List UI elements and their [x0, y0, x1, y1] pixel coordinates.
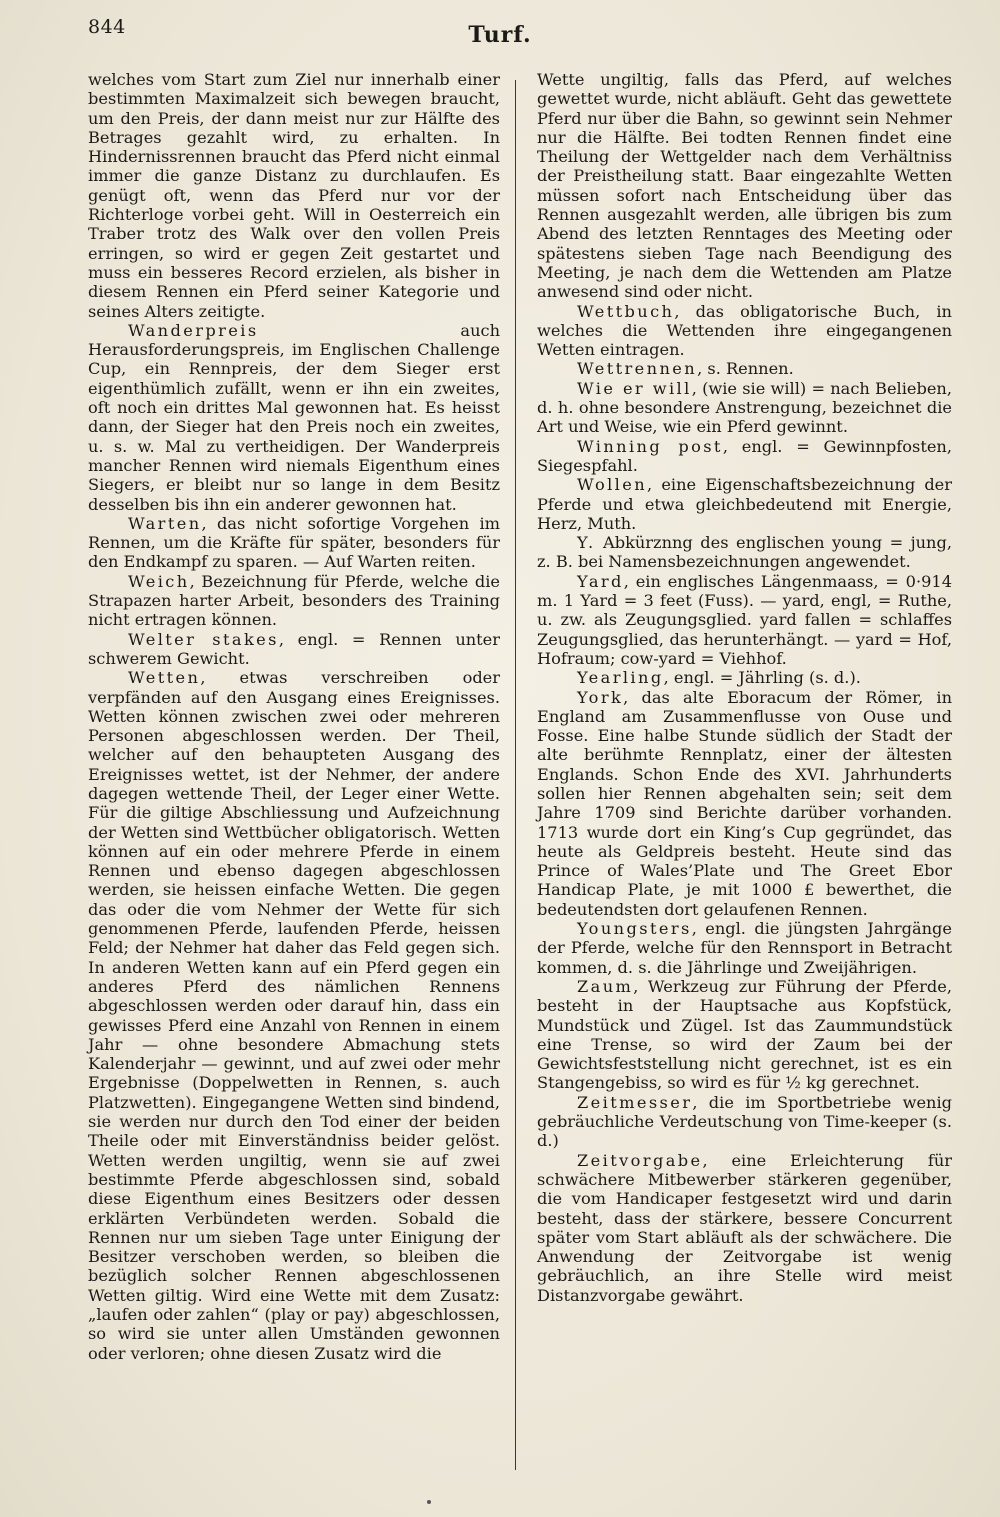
entry-text: welches vom Start zum Ziel nur innerhalb einer bestimmten Maximalzeit sich bewegen braucht, um den Preis, der dann meist nur zur Hälfte des Betrages gezahlt wird, zu erhalten. In Hindernissrennen braucht das Pferd nicht einmal immer die ganze Distanz zu durchlaufen. Es genügt oft, wenn das Pferd nur vor der Richterloge vorbei geht. Will in Oesterreich ein Traber trotz des Walk over den vollen Preis erringen, so wird er gegen Zeit gestartet und muss ein besseres Record erzielen, als bisher in diesem Rennen ein Pferd seiner Kategorie und seines Alters zeitigte.: [88, 70, 500, 321]
dictionary-entry: [537, 572, 952, 668]
column-divider: [515, 80, 516, 1470]
entry-text: , (wie sie will) = nach Belieben, d. h. ohne besondere Anstrengung, bezeichnet die Art und Weise, wie ein Pferd gewinnt.: [537, 378, 952, 437]
entry-text: Wette ungiltig, falls das Pferd, auf welches gewettet wurde, nicht abläuft. Geht das gewettete Pferd nur über die Bahn, so gewinnt sein Nehmer nur die Hälfte. Bei todten Rennen findet eine Theilung der Wettgelder nach dem Verhältniss der Preistheilung statt. Baar eingezahlte Wetten müssen sofort nach Entscheidung über das Rennen ausgezahlt werden, alle übrigen bis zum Abend des letzten Renntages des Meeting oder spätestens sieben Tage nach Beendigung des Meeting, je nach dem die Wettenden am Platze anwesend sind oder nicht.: [537, 70, 952, 302]
entry-headword: Wettrennen: [577, 359, 698, 379]
entry-headword: Wollen: [577, 475, 648, 495]
entry-text: , s. Rennen.: [697, 359, 794, 379]
entry-headword: Zaum: [577, 976, 634, 996]
left-column: [88, 70, 500, 1363]
dictionary-entry: [88, 514, 500, 572]
entry-text: , Werkzeug zur Führung der Pferde, besteht in der Hauptsache aus Kopfstück, Mundstück und Zügel. Ist das Zaummundstück eine Trense, so wird der Zaum bei der Gewichtsfeststellung nicht gerechnet, ist es ein Stangengebiss, so wird es für ½ kg gerechnet.: [537, 976, 952, 1093]
dictionary-entry: [537, 1151, 952, 1305]
entry-headword: Wie er will: [577, 378, 692, 398]
entry-text: , die im Sportbetriebe wenig gebräuchliche Verdeutschung von Time-keeper (s. d.): [537, 1092, 952, 1151]
right-column: [537, 70, 952, 1305]
entry-text: , engl. = Jährling (s. d.).: [663, 668, 861, 688]
continued-text: [88, 70, 500, 321]
entry-headword: Winning post: [577, 436, 723, 456]
entry-text: , engl. die jüngsten Jahrgänge der Pferde, welche für den Rennsport in Betracht kommen, d. s. die Jährlinge und Zweijährigen.: [537, 919, 952, 977]
entry-text: auch Herausforderungspreis, im Englischen Challenge Cup, ein Rennpreis, der dem Sieger erst eigenthümlich zufällt, wenn er ihn ein zweites, oft noch ein drittes Mal gewonnen hat. Es heisst dann, der Sieger hat den Preis noch ein zweites, u. s. w. Mal zu vertheidigen. Der Wanderpreis mancher Rennen wird niemals Eigenthum eines Siegers, er bleibt nur so lange in dem Besitz desselben bis ihn ein anderer gewonnen hat.: [88, 320, 500, 514]
running-head: Turf.: [468, 22, 532, 48]
dictionary-entry: [537, 977, 952, 1093]
entry-headword: Yard: [577, 571, 624, 591]
entry-headword: Weich: [128, 571, 190, 591]
entry-text: , ein englisches Längenmaass, = 0·914 m. 1 Yard = 3 feet (Fuss). — yard, engl, = Ruthe, u. zw. als Zeugungsglied. yard fallen = schlaffes Zeugungsglied, das herunterhängt. — yard = Hof, Hofraum; cow-yard = Viehhof.: [537, 571, 952, 668]
entry-text: Abkürznng des englischen young = jung, z. B. bei Namensbezeichnungen angewendet.: [537, 533, 952, 572]
entry-headword: Welter stakes: [128, 629, 279, 649]
dictionary-entry: [537, 359, 952, 378]
entry-headword: Wetten: [128, 668, 201, 688]
dictionary-entry: [537, 533, 952, 572]
dictionary-entry: [537, 688, 952, 920]
entry-headword: Zeitmesser: [577, 1092, 693, 1112]
entry-text: , etwas verschreiben oder verpfänden auf den Ausgang eines Ereignisses. Wetten können zwischen zwei oder mehreren Personen abgeschlossen werden. Der Theil, welcher auf den behaupteten Ausgang des Ereignisses wettet, ist der Nehmer, der andere dagegen wettende Theil, der Leger einer Wette. Für die giltige Abschliessung und Aufzeichnung der Wetten sind Wettbücher obligatorisch. Wetten können auf ein oder mehrere Pferde in einem Rennen und ebenso dagegen abgeschlossen werden, sie heissen einfache Wetten. Die gegen das oder die vom Nehmer der Wette für sich genommenen Pferde, laufenden Pferde, heissen Feld; der Nehmer hat daher das Feld gegen sich. In anderen Wetten kann auf ein Pferd gegen ein anderes Pferd des nämlichen Rennens abgeschlossen werden oder darauf hin, dass ein gewisses Pferd eine Anzahl von Rennen in einem Jahr — ohne besondere Abmachung stets Kalenderjahr — gewinnt, und auf zwei oder mehr Ergebnisse (Doppelwetten in Rennen, s. auch Platzwetten). Eingegangene Wetten sind bindend, sie werden nur durch den Tod einer der beiden Theile oder mit Einverständniss beider gelöst. Wetten werden ungiltig, wenn sie auf zwei bestimmte Pferde abgeschlossen sind, sobald diese Eigenthum eines Besitzers oder dessen erklärten Verbündeten werden. Sobald die Rennen nur um sieben Tage unter Einigung der Besitzer verschoben werden, so bleiben die bezüglich solcher Rennen abgeschlossenen Wetten giltig. Wird eine Wette mit dem Zusatz: „laufen oder zahlen“ (play or pay) abgeschlossen, so wird sie unter allen Umständen gewonnen oder verloren; ohne diesen Zusatz wird die: [88, 668, 500, 1363]
entry-text: , das nicht sofortige Vorgehen im Rennen, um die Kräfte für später, besonders für den Endkampf zu sparen. — Auf Warten reiten.: [88, 513, 500, 572]
dictionary-entry: [537, 668, 952, 687]
dictionary-entry: [88, 572, 500, 630]
entry-headword: York: [577, 687, 624, 707]
continued-text: [537, 70, 952, 302]
page-number: 844: [88, 16, 126, 38]
entry-headword: Yearling: [577, 668, 664, 688]
dictionary-entry: [537, 302, 952, 360]
entry-headword: Zeitvorgabe: [577, 1150, 703, 1170]
dictionary-entry: [537, 437, 952, 476]
dictionary-entry: [537, 379, 952, 437]
entry-text: , eine Eigenschaftsbezeichnung der Pferde und etwa gleichbedeutend mit Energie, Herz, Muth.: [537, 475, 952, 533]
entry-headword: Wettbuch: [577, 301, 675, 321]
entry-headword: Youngsters: [577, 919, 692, 939]
dictionary-entry: [537, 475, 952, 533]
paper-speck: [427, 1500, 431, 1504]
entry-text: , engl. = Rennen unter schwerem Gewicht.: [88, 629, 501, 668]
entry-text: , eine Erleichterung für schwächere Mitbewerber stärkeren gegenüber, die vom Handicaper festgesetzt wird und darin besteht, dass der stärkere, bessere Concurrent später vom Start abläuft als der schwächere. Die Anwendung der Zeitvorgabe ist wenig gebräuchlich, an ihre Stelle wird meist Distanzvorgabe gewährt.: [537, 1150, 952, 1305]
entry-headword: Y.: [577, 533, 596, 553]
entry-text: , das obligatorische Buch, in welches die Wettenden ihre eingegangenen Wetten eintragen.: [537, 301, 952, 360]
dictionary-entry: [88, 321, 500, 514]
dictionary-entry: [537, 1093, 952, 1151]
entry-headword: Wanderpreis: [128, 320, 259, 340]
dictionary-entry: [88, 668, 500, 1363]
entry-text: , Bezeichnung für Pferde, welche die Strapazen harter Arbeit, besonders des Training nicht ertragen können.: [88, 571, 500, 630]
dictionary-entry: [88, 630, 500, 669]
entry-text: , engl. = Gewinnpfosten, Siegespfahl.: [537, 436, 952, 475]
entry-headword: Warten: [128, 513, 202, 533]
entry-text: , das alte Eboracum der Römer, in England am Zusammenflusse von Ouse und Fosse. Eine halbe Stunde südlich der Stadt der alte berühmte Rennplatz, einer der ältesten Englands. Schon Ende des XVI. Jahrhunderts sollen hier Rennen abgehalten sein; seit dem Jahre 1709 sind Berichte darüber vorhanden. 1713 wurde dort ein King’s Cup gegründet, das heute als Geldpreis besteht. Heute sind das Prince of Wales’Plate und The Greet Ebor Handicap Plate, je mit 1000 £ bewerthet, die bedeutendsten dort gelaufenen Rennen.: [537, 687, 952, 919]
dictionary-entry: [537, 919, 952, 977]
